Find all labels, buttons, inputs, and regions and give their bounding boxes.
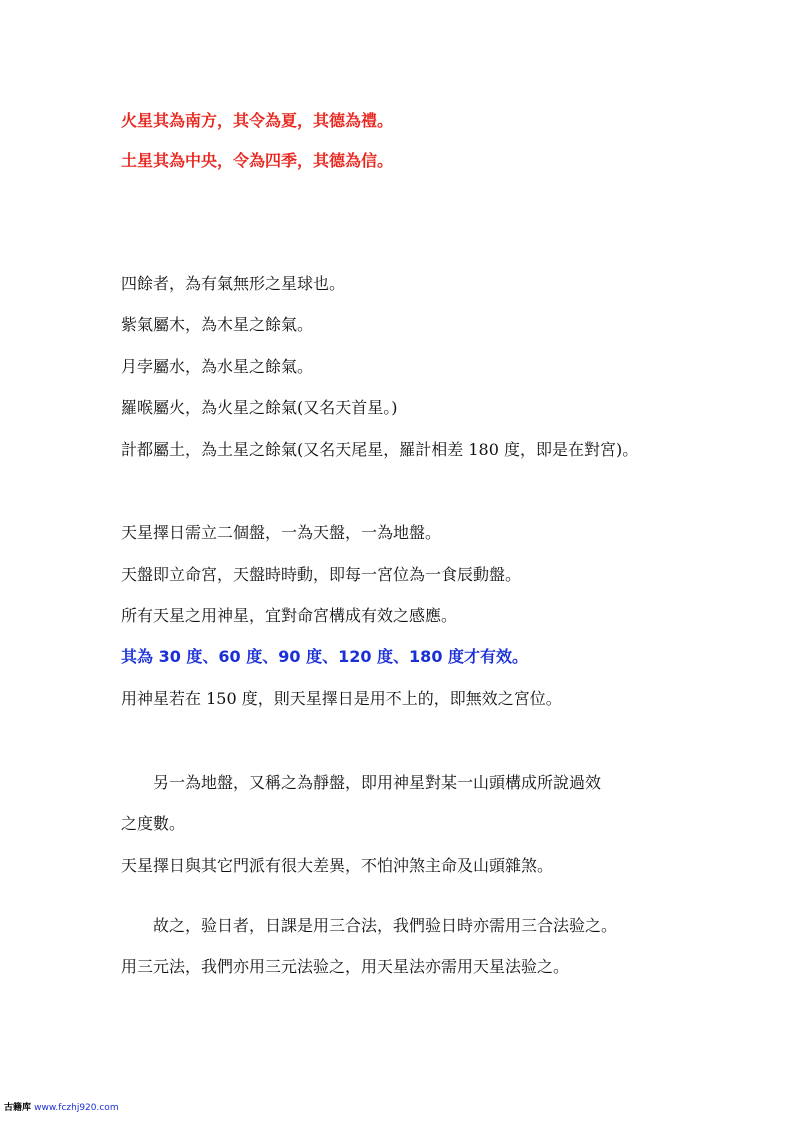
footer-site-name: 古籍库: [4, 1103, 32, 1113]
text-line: 計都屬土，為土星之餘氣(又名天尾星，羅計相差 180 度，即是在對宮)。: [121, 440, 639, 459]
text-line: 另一為地盤，又稱之為靜盤，即用神星對某一山頭構成所說過效: [153, 773, 602, 792]
text-line: 其為 30 度、60 度、90 度、120 度、180 度才有效。: [121, 647, 529, 666]
text-line: 羅喉屬火，為火星之餘氣(又名天首星。): [121, 398, 398, 417]
text-line: 紫氣屬木，為木星之餘氣。: [121, 315, 314, 334]
page-footer: [4, 1100, 119, 1113]
text-line: 四餘者，為有氣無形之星球也。: [121, 274, 346, 293]
text-line: 土星其為中央，令為四季，其德為信。: [121, 151, 394, 170]
text-line: 火星其為南方，其令為夏，其德為禮。: [121, 111, 394, 130]
text-line: 用三元法，我們亦用三元法验之，用天星法亦需用天星法验之。: [121, 957, 570, 976]
text-line: 之度數。: [121, 814, 186, 833]
text-line: 故之，验日者，日課是用三合法，我們验日時亦需用三合法验之。: [153, 916, 618, 935]
text-line: 所有天星之用神星，宜對命宮構成有效之感應。: [121, 606, 458, 625]
text-line: 天星擇日需立二個盤，一為天盤，一為地盤。: [121, 523, 442, 542]
footer-url-link[interactable]: www.fczhj920.com: [34, 1103, 119, 1113]
text-line: 月孛屬水，為水星之餘氣。: [121, 357, 314, 376]
text-line: 用神星若在 150 度，則天星擇日是用不上的，即無效之宮位。: [121, 689, 562, 708]
text-line: 天盤即立命宮，天盤時時動，即每一宮位為一食辰動盤。: [121, 565, 522, 584]
text-line: 天星擇日與其它門派有很大差異，不怕沖煞主命及山頭雜煞。: [121, 856, 554, 875]
